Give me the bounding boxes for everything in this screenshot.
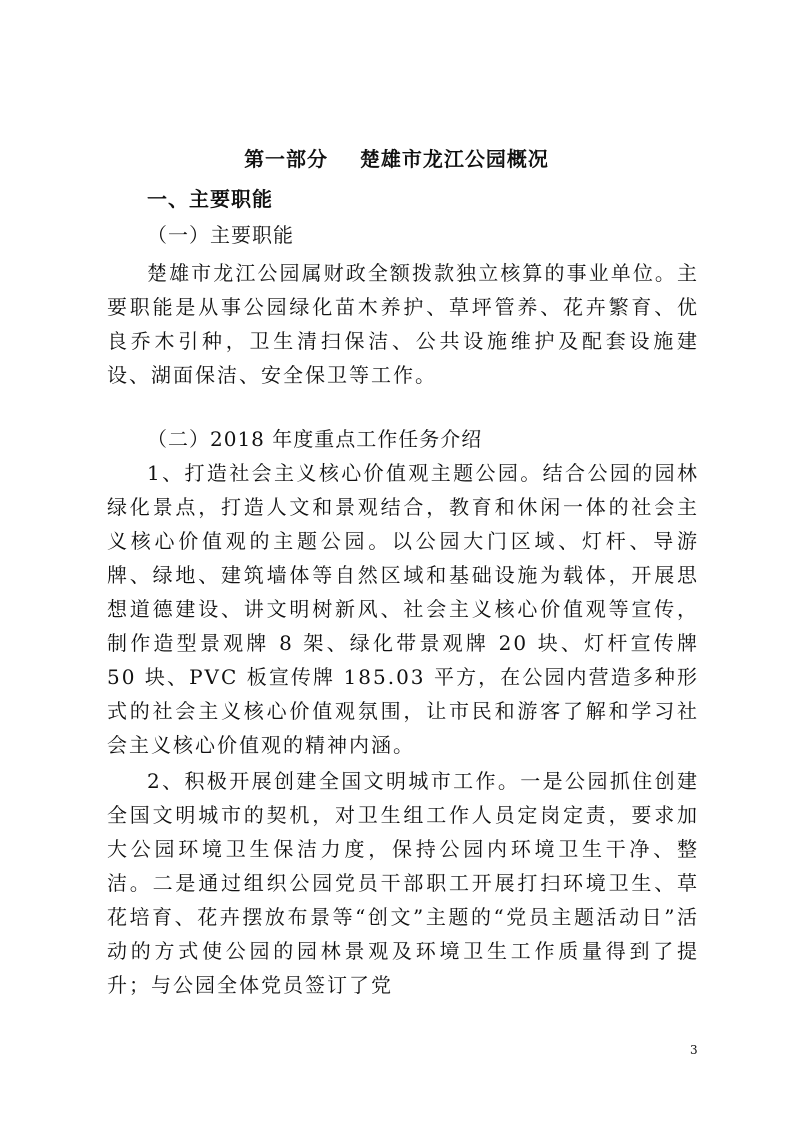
paragraph-main-functions: 楚雄市龙江公园属财政全额拨款独立核算的事业单位。主要职能是从事公园绿化苗木养护、草坪管养、花卉繁育、优良乔木引种，卫生清扫保洁、公共设施维护及配套设施建设、湖面保洁、安全保卫等工作。 [107,261,699,387]
paragraph-task-1: 1、打造社会主义核心价值观主题公园。结合公园的园林绿化景点，打造人文和景观结合，教育和休闲一体的社会主义核心价值观的主题公园。以公园大门区域、灯杆、导游牌、绿地、建筑墙体等自然区域和基础设施为载体，开展思想道德建设、讲文明树新风、社会主义核心价值观等宣传，制作造型景观牌 8 架、绿化带景观牌 20 块、灯杆宣传牌 50 块、PVC 板宣传牌 185.03 平方，在公园内营造多种形式的社会主义核心价值观氛围，让市民和游客了解和学习社会主义核心价值观的精神内涵。 [107,461,699,757]
subsection-heading-key-tasks: （二）2018 年度重点工作任务介绍 [147,427,483,451]
paragraph-task-2: 2、积极开展创建全国文明城市工作。一是公园抓住创建全国文明城市的契机，对卫生组工作人员定岗定责，要求加大公园环境卫生保洁力度，保持公园内环境卫生干净、整洁。二是通过组织公园党员干部职工开展打扫环境卫生、草花培育、花卉摆放布景等“创文”主题的“党员主题活动日”活动的方式使公园的园林景观及环境卫生工作质量得到了提升；与公园全体党员签订了党 [107,769,699,997]
section-heading-main-functions: 一、主要职能 [147,187,273,211]
page-title: 第一部分 楚雄市龙江公园概况 [244,147,549,171]
page-number: 3 [690,1043,698,1057]
subsection-heading-main-functions: （一）主要职能 [147,223,294,247]
